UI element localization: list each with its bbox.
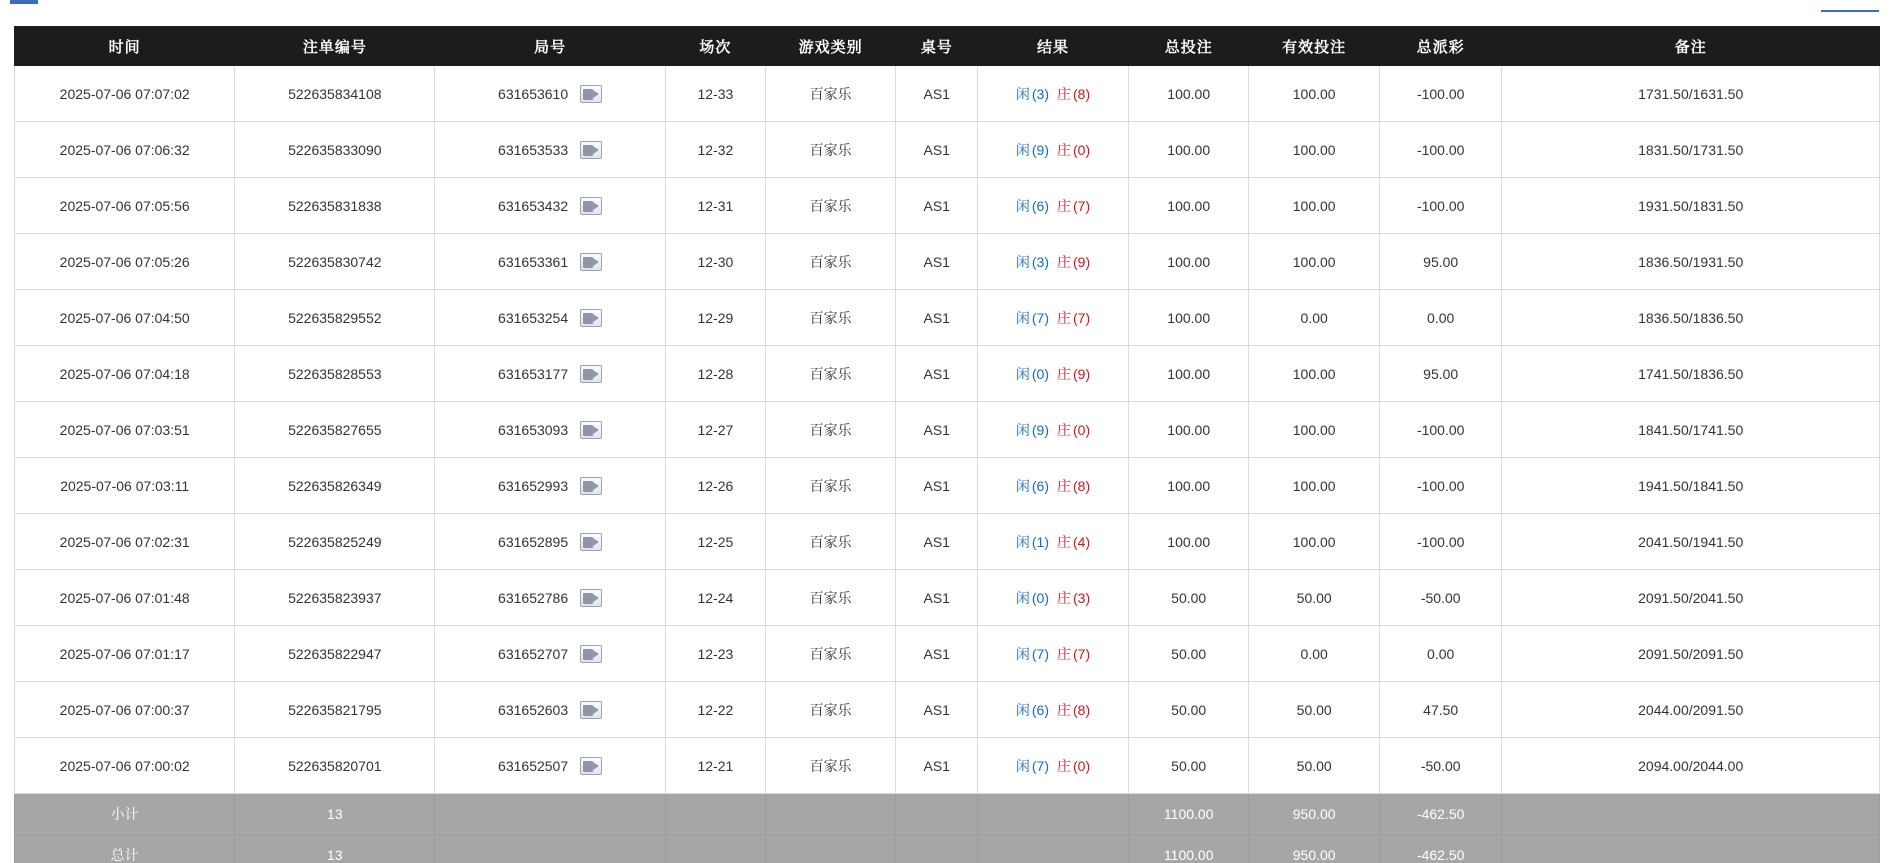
cell-round-no [435, 234, 666, 290]
summary-empty-result [978, 794, 1129, 835]
video-replay-icon[interactable] [580, 253, 602, 271]
cell-remark: 2091.50/2091.50 [1502, 626, 1880, 682]
result-banker-value: (7) [1073, 645, 1091, 662]
cell-table-no: AS1 [896, 346, 978, 402]
cell-game-type: 百家乐 [765, 626, 896, 682]
cell-total-payout: -50.00 [1379, 738, 1501, 794]
cell-total-bet[interactable]: 100.00 [1129, 66, 1249, 122]
summary-valid-bet: 950.00 [1249, 835, 1380, 863]
video-replay-icon[interactable] [580, 365, 602, 383]
cell-session: 12-24 [665, 570, 765, 626]
cell-time: 2025-07-06 07:04:50 [15, 290, 235, 346]
result-player-label: 闲 [1015, 141, 1030, 158]
cell-total-payout: -100.00 [1379, 402, 1501, 458]
round-no-text: 631652786 [498, 589, 569, 606]
round-no-wrapper [498, 197, 602, 215]
cell-result [978, 738, 1129, 794]
cell-result [978, 66, 1129, 122]
result-banker-value: (7) [1073, 197, 1091, 214]
cell-game-type: 百家乐 [765, 234, 896, 290]
result-banker-label: 庄 [1057, 253, 1072, 270]
cell-table-no: AS1 [896, 66, 978, 122]
summary-empty-table-no [896, 794, 978, 835]
cell-valid-bet: 100.00 [1249, 234, 1380, 290]
cell-result [978, 122, 1129, 178]
result-banker-label: 庄 [1057, 365, 1072, 382]
result-player-label: 闲 [1015, 477, 1030, 494]
cell-result [978, 402, 1129, 458]
top-right-accent-bar [1821, 10, 1879, 12]
round-no-wrapper [498, 421, 602, 439]
video-replay-icon[interactable] [580, 197, 602, 215]
result-player-value: (6) [1031, 701, 1050, 718]
result-player-label: 闲 [1015, 757, 1030, 774]
cell-total-payout: 0.00 [1379, 626, 1501, 682]
summary-empty-remark [1502, 835, 1880, 863]
result-banker-value: (9) [1073, 253, 1091, 270]
result-banker-label: 庄 [1057, 85, 1072, 102]
cell-game-type: 百家乐 [765, 738, 896, 794]
cell-order-no: 522635827655 [235, 402, 435, 458]
video-replay-icon[interactable] [580, 757, 602, 775]
cell-order-no: 522635834108 [235, 66, 435, 122]
table-body [15, 66, 1880, 863]
result-banker-label: 庄 [1057, 421, 1072, 438]
cell-result [978, 234, 1129, 290]
cell-game-type: 百家乐 [765, 402, 896, 458]
cell-remark: 1841.50/1741.50 [1502, 402, 1880, 458]
video-replay-icon[interactable] [580, 533, 602, 551]
top-left-accent-bar [10, 0, 38, 4]
result-banker-label: 庄 [1057, 141, 1072, 158]
round-no-text: 631653254 [498, 309, 569, 326]
result-player-value: (1) [1031, 533, 1050, 550]
result-player-value: (0) [1031, 365, 1050, 382]
result-player-label: 闲 [1015, 253, 1030, 270]
cell-game-type: 百家乐 [765, 346, 896, 402]
round-no-wrapper [498, 701, 602, 719]
cell-total-payout: -100.00 [1379, 514, 1501, 570]
cell-time: 2025-07-06 07:00:37 [15, 682, 235, 738]
cell-total-payout: 0.00 [1379, 290, 1501, 346]
round-no-text: 631653177 [498, 365, 569, 382]
cell-order-no: 522635825249 [235, 514, 435, 570]
summary-empty-table-no [896, 835, 978, 863]
cell-remark: 2094.00/2044.00 [1502, 738, 1880, 794]
cell-total-bet[interactable]: 100.00 [1129, 234, 1249, 290]
round-no-wrapper [498, 645, 602, 663]
cell-game-type: 百家乐 [765, 682, 896, 738]
table-row [15, 122, 1880, 178]
cell-total-payout: 95.00 [1379, 234, 1501, 290]
cell-table-no: AS1 [896, 682, 978, 738]
round-no-text: 631653361 [498, 253, 569, 270]
cell-game-type: 百家乐 [765, 570, 896, 626]
cell-total-bet[interactable]: 100.00 [1129, 290, 1249, 346]
summary-count: 13 [235, 794, 435, 835]
column-header-game_type[interactable]: 游戏类别 [765, 27, 896, 66]
table-row [15, 234, 1880, 290]
round-no-text: 631653093 [498, 421, 569, 438]
video-replay-icon[interactable] [580, 141, 602, 159]
table-row [15, 682, 1880, 738]
cell-session: 12-26 [665, 458, 765, 514]
result-banker-value: (0) [1073, 757, 1091, 774]
column-header-total_payout[interactable]: 总派彩 [1379, 27, 1501, 66]
result-player-label: 闲 [1015, 533, 1030, 550]
cell-total-bet[interactable]: 50.00 [1129, 682, 1249, 738]
cell-valid-bet: 100.00 [1249, 122, 1380, 178]
result-player-value: (6) [1031, 197, 1050, 214]
column-header-result[interactable]: 结果 [978, 27, 1129, 66]
summary-empty-round [435, 794, 666, 835]
cell-time: 2025-07-06 07:05:56 [15, 178, 235, 234]
cell-remark: 1836.50/1931.50 [1502, 234, 1880, 290]
result-player-label: 闲 [1015, 589, 1030, 606]
round-no-text: 631652603 [498, 701, 569, 718]
cell-game-type: 百家乐 [765, 290, 896, 346]
cell-total-bet[interactable]: 100.00 [1129, 346, 1249, 402]
table-row [15, 458, 1880, 514]
cell-valid-bet: 50.00 [1249, 738, 1380, 794]
table-header [15, 27, 1880, 66]
result-banker-value: (3) [1073, 589, 1091, 606]
table-row [15, 738, 1880, 794]
result-banker-value: (0) [1073, 141, 1091, 158]
result-banker-label: 庄 [1057, 589, 1072, 606]
result-player-label: 闲 [1015, 309, 1030, 326]
cell-remark: 1731.50/1631.50 [1502, 66, 1880, 122]
result-banker-value: (8) [1073, 85, 1091, 102]
cell-table-no: AS1 [896, 402, 978, 458]
result-player-value: (3) [1031, 85, 1050, 102]
cell-remark: 1836.50/1836.50 [1502, 290, 1880, 346]
cell-round-no [435, 178, 666, 234]
round-no-wrapper [498, 533, 602, 551]
video-replay-icon[interactable] [580, 589, 602, 607]
cell-result [978, 514, 1129, 570]
cell-result [978, 682, 1129, 738]
cell-remark: 1831.50/1731.50 [1502, 122, 1880, 178]
cell-order-no: 522635831838 [235, 178, 435, 234]
cell-round-no [435, 290, 666, 346]
cell-session: 12-22 [665, 682, 765, 738]
result-banker-value: (4) [1073, 533, 1091, 550]
cell-round-no [435, 122, 666, 178]
summary-row [15, 794, 1880, 835]
summary-label: 小计 [15, 794, 235, 835]
round-no-wrapper [498, 85, 602, 103]
cell-session: 12-27 [665, 402, 765, 458]
cell-remark: 2041.50/1941.50 [1502, 514, 1880, 570]
cell-total-bet[interactable]: 50.00 [1129, 626, 1249, 682]
cell-order-no: 522635823937 [235, 570, 435, 626]
bet-records-table-container [14, 26, 1880, 863]
round-no-wrapper [498, 477, 602, 495]
result-player-value: (9) [1031, 421, 1050, 438]
cell-time: 2025-07-06 07:04:18 [15, 346, 235, 402]
cell-valid-bet: 100.00 [1249, 346, 1380, 402]
cell-table-no: AS1 [896, 122, 978, 178]
round-no-text: 631653432 [498, 197, 569, 214]
cell-valid-bet: 100.00 [1249, 514, 1380, 570]
cell-result [978, 458, 1129, 514]
video-replay-icon[interactable] [580, 645, 602, 663]
column-header-valid_bet[interactable]: 有效投注 [1249, 27, 1380, 66]
cell-total-payout: -100.00 [1379, 66, 1501, 122]
cell-round-no [435, 458, 666, 514]
cell-table-no: AS1 [896, 234, 978, 290]
cell-time: 2025-07-06 07:01:17 [15, 626, 235, 682]
result-player-value: (0) [1031, 589, 1050, 606]
summary-total-payout: -462.50 [1379, 835, 1501, 863]
cell-session: 12-33 [665, 66, 765, 122]
cell-total-payout: -100.00 [1379, 122, 1501, 178]
cell-total-bet[interactable]: 100.00 [1129, 514, 1249, 570]
column-header-round_no[interactable]: 局号 [435, 27, 666, 66]
result-banker-label: 庄 [1057, 197, 1072, 214]
video-replay-icon[interactable] [580, 309, 602, 327]
cell-order-no: 522635820701 [235, 738, 435, 794]
table-header-row [15, 27, 1880, 66]
round-no-text: 631652895 [498, 533, 569, 550]
table-row [15, 402, 1880, 458]
result-banker-label: 庄 [1057, 477, 1072, 494]
cell-time: 2025-07-06 07:06:32 [15, 122, 235, 178]
summary-total-bet: 1100.00 [1129, 794, 1249, 835]
column-header-order_no[interactable]: 注单编号 [235, 27, 435, 66]
cell-table-no: AS1 [896, 178, 978, 234]
round-no-wrapper [498, 365, 602, 383]
cell-total-bet[interactable]: 50.00 [1129, 738, 1249, 794]
summary-count: 13 [235, 835, 435, 863]
cell-time: 2025-07-06 07:03:51 [15, 402, 235, 458]
summary-empty-remark [1502, 794, 1880, 835]
summary-total-payout: -462.50 [1379, 794, 1501, 835]
cell-session: 12-25 [665, 514, 765, 570]
cell-total-payout: -100.00 [1379, 178, 1501, 234]
cell-order-no: 522635822947 [235, 626, 435, 682]
cell-game-type: 百家乐 [765, 122, 896, 178]
cell-result [978, 346, 1129, 402]
cell-table-no: AS1 [896, 626, 978, 682]
table-row [15, 626, 1880, 682]
cell-valid-bet: 100.00 [1249, 458, 1380, 514]
cell-time: 2025-07-06 07:07:02 [15, 66, 235, 122]
result-banker-value: (9) [1073, 365, 1091, 382]
column-header-total_bet[interactable]: 总投注 [1129, 27, 1249, 66]
result-player-label: 闲 [1015, 421, 1030, 438]
cell-time: 2025-07-06 07:05:26 [15, 234, 235, 290]
cell-game-type: 百家乐 [765, 514, 896, 570]
column-header-table_no[interactable]: 桌号 [896, 27, 978, 66]
result-banker-value: (8) [1073, 701, 1091, 718]
summary-empty-game-type [765, 835, 896, 863]
round-no-wrapper [498, 141, 602, 159]
result-player-value: (3) [1031, 253, 1050, 270]
cell-session: 12-30 [665, 234, 765, 290]
cell-table-no: AS1 [896, 514, 978, 570]
cell-valid-bet: 0.00 [1249, 290, 1380, 346]
cell-result [978, 290, 1129, 346]
cell-round-no [435, 738, 666, 794]
cell-game-type: 百家乐 [765, 66, 896, 122]
cell-round-no [435, 570, 666, 626]
cell-total-bet[interactable]: 100.00 [1129, 458, 1249, 514]
round-no-wrapper [498, 589, 602, 607]
result-banker-label: 庄 [1057, 701, 1072, 718]
video-replay-icon[interactable] [580, 701, 602, 719]
round-no-text: 631652993 [498, 477, 569, 494]
table-row [15, 290, 1880, 346]
result-banker-label: 庄 [1057, 309, 1072, 326]
cell-valid-bet: 50.00 [1249, 570, 1380, 626]
cell-remark: 1741.50/1836.50 [1502, 346, 1880, 402]
round-no-text: 631652507 [498, 757, 569, 774]
cell-table-no: AS1 [896, 738, 978, 794]
cell-total-bet[interactable]: 50.00 [1129, 570, 1249, 626]
result-player-value: (6) [1031, 477, 1050, 494]
summary-row [15, 835, 1880, 863]
cell-table-no: AS1 [896, 290, 978, 346]
cell-round-no [435, 402, 666, 458]
cell-table-no: AS1 [896, 570, 978, 626]
cell-result [978, 570, 1129, 626]
cell-session: 12-32 [665, 122, 765, 178]
result-player-value: (9) [1031, 141, 1050, 158]
summary-empty-session [665, 835, 765, 863]
result-player-label: 闲 [1015, 197, 1030, 214]
column-header-remark[interactable]: 备注 [1502, 27, 1880, 66]
column-header-session[interactable]: 场次 [665, 27, 765, 66]
cell-order-no: 522635830742 [235, 234, 435, 290]
cell-order-no: 522635829552 [235, 290, 435, 346]
result-player-label: 闲 [1015, 85, 1030, 102]
cell-order-no: 522635828553 [235, 346, 435, 402]
cell-total-bet[interactable]: 100.00 [1129, 402, 1249, 458]
cell-valid-bet: 100.00 [1249, 178, 1380, 234]
video-replay-icon[interactable] [580, 421, 602, 439]
result-banker-value: (8) [1073, 477, 1091, 494]
cell-total-payout: 47.50 [1379, 682, 1501, 738]
round-no-wrapper [498, 253, 602, 271]
result-banker-label: 庄 [1057, 645, 1072, 662]
summary-valid-bet: 950.00 [1249, 794, 1380, 835]
cell-round-no [435, 626, 666, 682]
cell-game-type: 百家乐 [765, 178, 896, 234]
summary-total-bet: 1100.00 [1129, 835, 1249, 863]
cell-order-no: 522635821795 [235, 682, 435, 738]
cell-valid-bet: 50.00 [1249, 682, 1380, 738]
cell-time: 2025-07-06 07:00:02 [15, 738, 235, 794]
cell-time: 2025-07-06 07:02:31 [15, 514, 235, 570]
cell-remark: 1931.50/1831.50 [1502, 178, 1880, 234]
table-row [15, 346, 1880, 402]
cell-session: 12-28 [665, 346, 765, 402]
cell-session: 12-31 [665, 178, 765, 234]
video-replay-icon[interactable] [580, 85, 602, 103]
summary-empty-game-type [765, 794, 896, 835]
round-no-text: 631653610 [498, 85, 569, 102]
cell-time: 2025-07-06 07:03:11 [15, 458, 235, 514]
summary-empty-session [665, 794, 765, 835]
cell-round-no [435, 682, 666, 738]
table-row [15, 570, 1880, 626]
round-no-wrapper [498, 757, 602, 775]
cell-total-bet[interactable]: 100.00 [1129, 122, 1249, 178]
cell-order-no: 522635826349 [235, 458, 435, 514]
column-header-time[interactable]: 时间 [15, 27, 235, 66]
summary-empty-round [435, 835, 666, 863]
cell-valid-bet: 0.00 [1249, 626, 1380, 682]
round-no-text: 631652707 [498, 645, 569, 662]
table-row [15, 514, 1880, 570]
cell-time: 2025-07-06 07:01:48 [15, 570, 235, 626]
cell-total-payout: -50.00 [1379, 570, 1501, 626]
result-banker-label: 庄 [1057, 757, 1072, 774]
cell-session: 12-29 [665, 290, 765, 346]
result-banker-value: (0) [1073, 421, 1091, 438]
round-no-text: 631653533 [498, 141, 569, 158]
result-banker-value: (7) [1073, 309, 1091, 326]
result-player-value: (7) [1031, 757, 1050, 774]
result-player-value: (7) [1031, 309, 1050, 326]
cell-remark: 2091.50/2041.50 [1502, 570, 1880, 626]
result-player-value: (7) [1031, 645, 1050, 662]
result-banker-label: 庄 [1057, 533, 1072, 550]
result-player-label: 闲 [1015, 365, 1030, 382]
cell-round-no [435, 346, 666, 402]
table-row [15, 178, 1880, 234]
table-row [15, 66, 1880, 122]
cell-result [978, 178, 1129, 234]
result-player-label: 闲 [1015, 701, 1030, 718]
cell-round-no [435, 66, 666, 122]
cell-result [978, 626, 1129, 682]
summary-label: 总计 [15, 835, 235, 863]
cell-round-no [435, 514, 666, 570]
cell-game-type: 百家乐 [765, 458, 896, 514]
cell-total-payout: -100.00 [1379, 458, 1501, 514]
round-no-wrapper [498, 309, 602, 327]
cell-order-no: 522635833090 [235, 122, 435, 178]
bet-records-table [14, 26, 1880, 863]
cell-table-no: AS1 [896, 458, 978, 514]
summary-empty-result [978, 835, 1129, 863]
cell-remark: 2044.00/2091.50 [1502, 682, 1880, 738]
result-player-label: 闲 [1015, 645, 1030, 662]
cell-remark: 1941.50/1841.50 [1502, 458, 1880, 514]
cell-session: 12-21 [665, 738, 765, 794]
cell-total-payout: 95.00 [1379, 346, 1501, 402]
cell-total-bet[interactable]: 100.00 [1129, 178, 1249, 234]
cell-valid-bet: 100.00 [1249, 402, 1380, 458]
video-replay-icon[interactable] [580, 477, 602, 495]
cell-valid-bet: 100.00 [1249, 66, 1380, 122]
cell-session: 12-23 [665, 626, 765, 682]
